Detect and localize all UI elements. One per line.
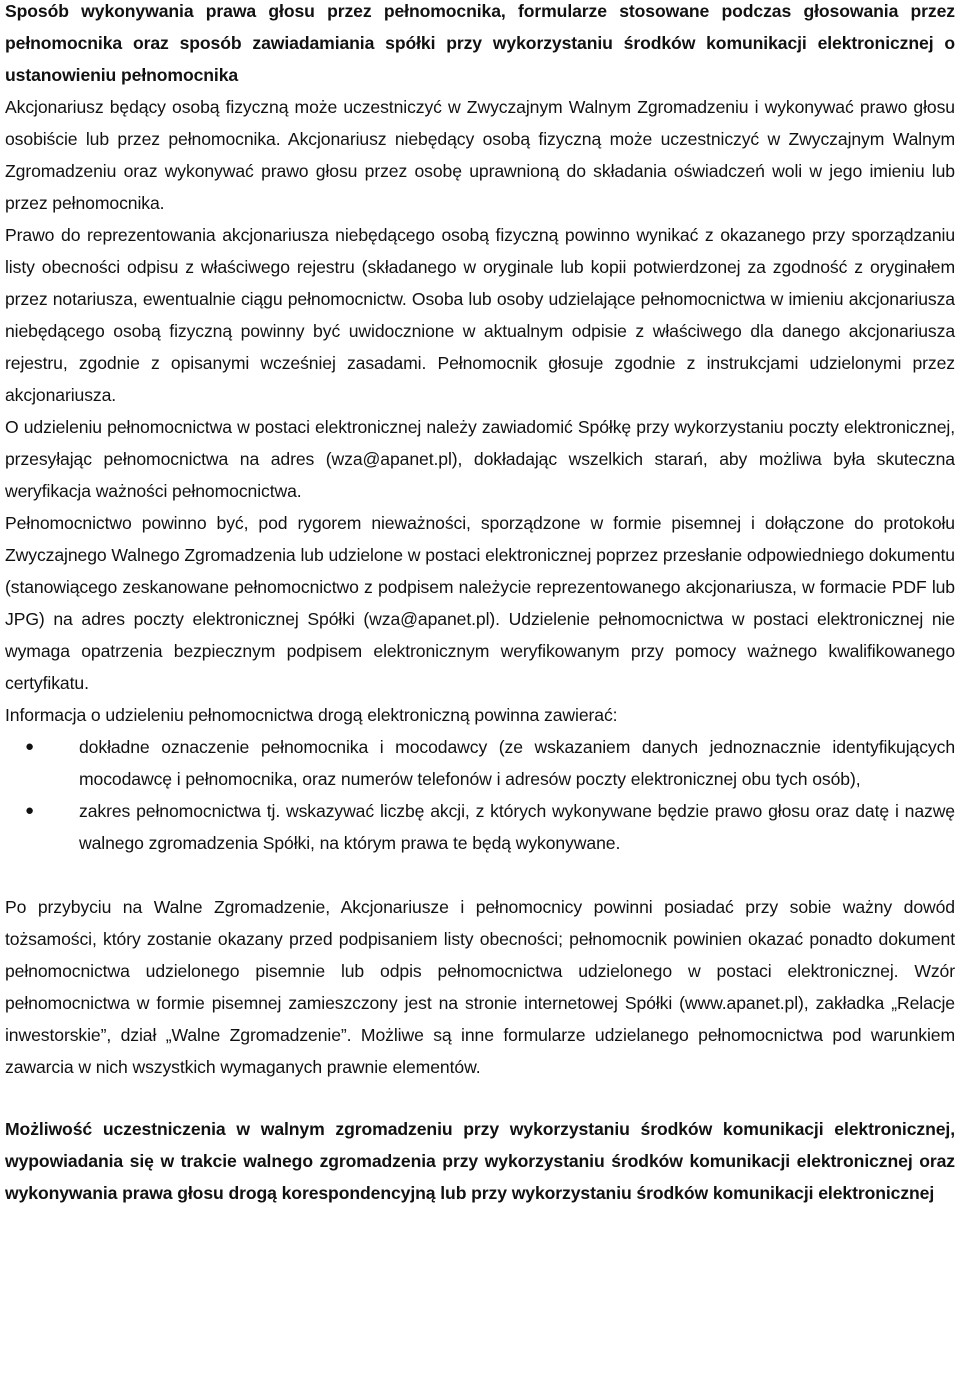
list-item bbox=[5, 795, 955, 859]
proxy-information-list bbox=[5, 731, 955, 859]
paragraph-representation-rights: Prawo do reprezentowania akcjonariusza niebędącego osobą fizyczną powinno wynikać z okazanego przy sporządzaniu listy obecności odpisu z właściwego rejestru (składanego w oryginale lub kopii potwierdzonej za zgodność z oryginałem przez notariusza, ewentualnie ciągu pełnomocnictw. Osoba lub osoby udzielające pełnomocnictwa w imieniu akcjonariusza niebędącego osobą fizyczną powinny być uwidocznione w aktualnym odpisie z właściwego dla danego akcjonariusza rejestru, zgodnie z opisanymi wcześniej zasadami. Pełnomocnik głosuje zgodnie z instrukcjami udzielonymi przez akcjonariusza. bbox=[5, 225, 955, 405]
section-heading-proxy-voting: Sposób wykonywania prawa głosu przez pełnomocnika, formularze stosowane podczas głosowania przez pełnomocnika oraz sposób zawiadamiania spółki przy wykorzystaniu środków komunikacji elektronicznej o ustanowieniu pełnomocnika bbox=[5, 1, 955, 85]
bullet-icon: ● bbox=[25, 802, 34, 819]
list-item bbox=[5, 731, 955, 795]
list-item-text: dokładne oznaczenie pełnomocnika i mocodawcy (ze wskazaniem danych jednoznacznie identyfikujących mocodawcę i pełnomocnika, oraz numerów telefonów i adresów poczty elektronicznej obu tych osób), bbox=[79, 737, 955, 789]
paragraph-proxy-information-intro: Informacja o udzieleniu pełnomocnictwa drogą elektroniczną powinna zawierać: bbox=[5, 705, 618, 725]
paragraph-shareholder-participation: Akcjonariusz będący osobą fizyczną może uczestniczyć w Zwyczajnym Walnym Zgromadzeniu i wykonywać prawo głosu osobiście lub przez pełnomocnika. Akcjonariusz niebędący osobą fizyczną może uczestniczyć w Zwyczajnym Walnym Zgromadzeniu oraz wykonywać prawo głosu przez osobę uprawnioną do składania oświadczeń woli w jego imieniu lub przez pełnomocnika. bbox=[5, 97, 955, 213]
section-heading-electronic-participation: Możliwość uczestniczenia w walnym zgromadzeniu przy wykorzystaniu środków komunikacji elektronicznej, wypowiadania się w trakcie walnego zgromadzenia przy wykorzystaniu środków komunikacji elektronicznej oraz wykonywania prawa głosu drogą korespondencyjną lub przy wykorzystaniu środków komunikacji elektronicznej bbox=[5, 1119, 955, 1203]
paragraph-identity-documents: Po przybyciu na Walne Zgromadzenie, Akcjonariusze i pełnomocnicy powinni posiadać przy sobie ważny dowód tożsamości, który zostanie okazany przed podpisaniem listy obecności; pełnomocnik powinien okazać ponadto dokument pełnomocnictwa udzielonego pisemnie lub odpis pełnomocnictwa udzielonego w postaci elektronicznej. Wzór pełnomocnictwa w formie pisemnej zamieszczony jest na stronie internetowej Spółki (www.apanet.pl), zakładka „Relacje inwestorskie”, dział „Walne Zgromadzenie”. Możliwe są inne formularze udzielanego pełnomocnictwa pod warunkiem zawarcia w nich wszystkich wymaganych prawnie elementów. bbox=[5, 897, 955, 1077]
paragraph-electronic-notification: O udzieleniu pełnomocnictwa w postaci elektronicznej należy zawiadomić Spółkę przy wykorzystaniu poczty elektronicznej, przesyłając pełnomocnictwa na adres (wza@apanet.pl), dokładając wszelkich starań, aby możliwa była skuteczna weryfikacja ważności pełnomocnictwa. bbox=[5, 417, 955, 501]
list-item-text: zakres pełnomocnictwa tj. wskazywać liczbę akcji, z których wykonywane będzie prawo głosu oraz datę i nazwę walnego zgromadzenia Spółki, na którym prawa te będą wykonywane. bbox=[79, 801, 955, 853]
bullet-icon: ● bbox=[25, 738, 34, 755]
paragraph-proxy-form: Pełnomocnictwo powinno być, pod rygorem nieważności, sporządzone w formie pisemnej i dołączone do protokołu Zwyczajnego Walnego Zgromadzenia lub udzielone w postaci elektronicznej poprzez przesłanie odpowiedniego dokumentu (stanowiącego zeskanowane pełnomocnictwo z podpisem należycie reprezentowanego akcjonariusza, w formacie PDF lub JPG) na adres poczty elektronicznej Spółki (wza@apanet.pl). Udzielenie pełnomocnictwa w postaci elektronicznej nie wymaga opatrzenia bezpiecznym podpisem elektronicznym weryfikowanym przy pomocy ważnego kwalifikowanego certyfikatu. bbox=[5, 513, 955, 693]
